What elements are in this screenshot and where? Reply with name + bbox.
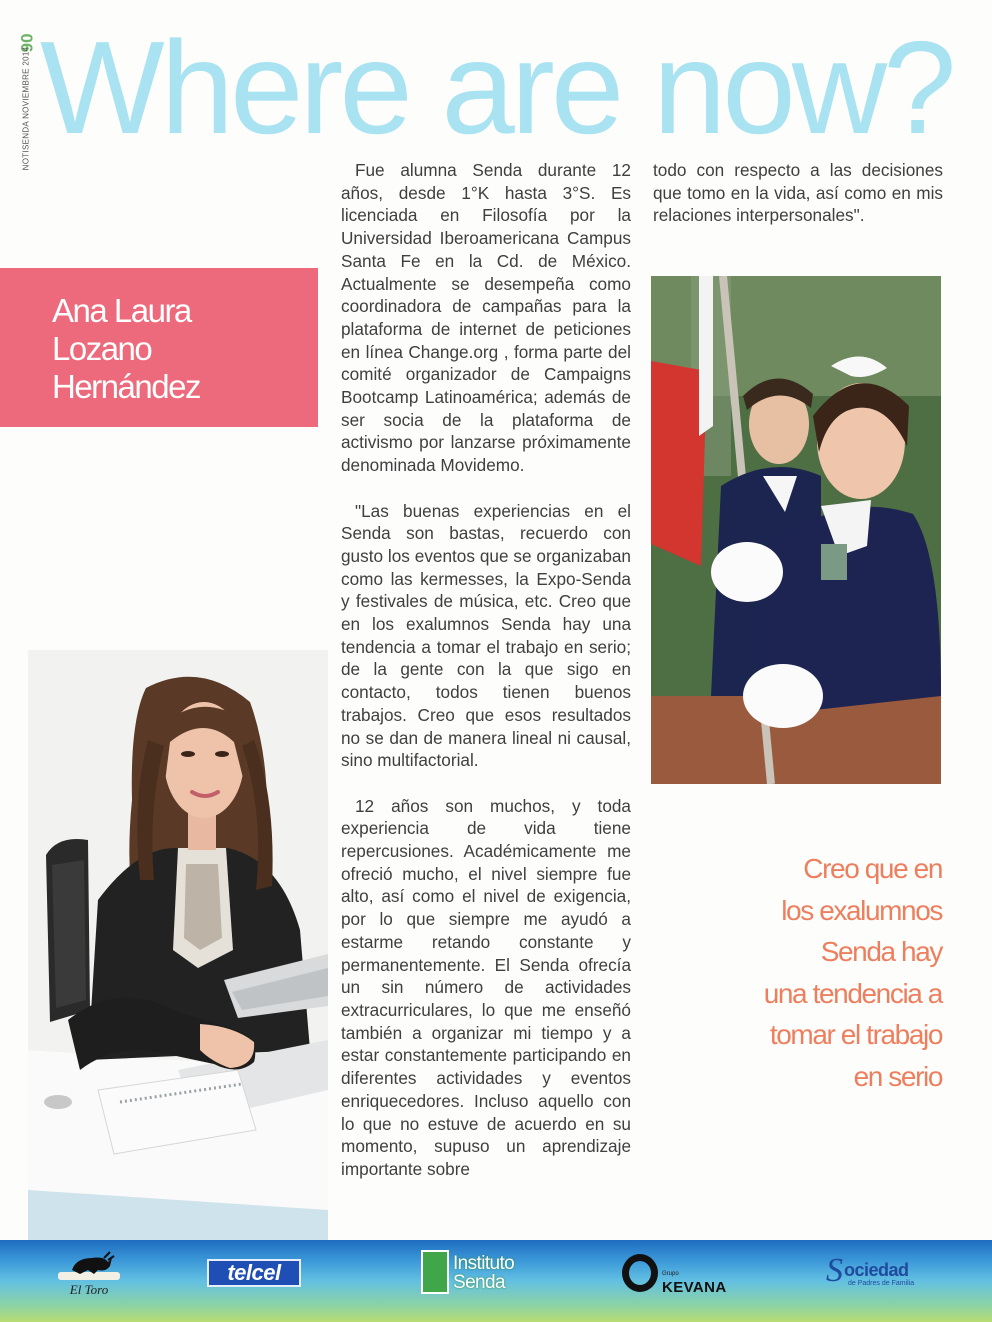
pull-quote-line: Creo que en [803,853,942,884]
page-number: 06 [17,33,36,53]
sociedad-text: ociedad [844,1260,909,1280]
article-paragraph-3: 12 años son muchos, y toda experiencia de vida tiene repercusiones. Académicamente me ofreció mucho, el nivel siempre fue alto, así como el nivel de exigencia, por lo que siempre me ayudó a estarme retando constante y permanentemente. El Senda ofrecía un sin número de actividades extracurriculares, lo que me enseñó también a organizar mi tiempo y a estar constantemente participando en diferentes actividades y eventos enriquecedores. Incluso aquello con lo que no estuve de acuerdo en su momento, supuso un aprendizaje importante sobre [341,795,631,1179]
article-column-2 [653,159,943,227]
article-column-1 [341,159,631,1229]
el-toro-text: El Toro [69,1282,109,1297]
sociedad-initial: S [826,1252,843,1289]
instituto-senda-logo [421,1250,513,1298]
sociedad-padres-logo [826,1252,926,1300]
grupo-kevana-logo [622,1252,726,1298]
article-paragraph-1: Fue alumna Senda durante 12 años, desde 1°K hasta 3°S. Es licenciada en Filosofía por la Universidad Iberoamericana Campus Santa Fe en la Cd. de México. Actualmente se desempeña como coordinadora de campañas para la plataforma de internet de peticiones en línea Change.org , forma parte del comité organizador de Campaigns Bootcamp Latinoamérica; además de ser socia de la plataforma de activismo por lanzarse próximamente denominada Movidemo. [341,160,631,476]
pull-quote-line: los exalumnos [781,894,942,926]
portrait-photo [28,650,328,1242]
issue-label: NOTISENDA NOVIEMBRE 2014 [21,46,31,171]
el-toro-logo [54,1248,124,1310]
senda-line2: Senda [453,1272,505,1293]
sponsor-footer [0,1240,992,1322]
sociedad-subtext: de Padres de Familia [848,1280,915,1287]
headline: Where are now? [40,14,953,161]
pull-quote-line: una tendencia a [763,977,942,1009]
pull-quote [700,848,942,1097]
page-meta [14,32,36,171]
school-flag-photo [651,276,941,784]
name-surname-2: Hernández [52,368,200,405]
telcel-logo: telcel [207,1259,301,1287]
pull-quote-line: en serio [853,1060,942,1092]
name-first: Ana Laura [52,292,191,329]
article-paragraph-continued: todo con respecto a las decisiones que tomo en la vida, así como en mis relaciones interpersonales". [653,160,943,226]
pull-quote-line: tomar el trabajo [769,1019,942,1050]
name-box [0,268,318,427]
kevana-ring-icon [622,1254,658,1292]
kevana-text: KEVANA [662,1279,727,1296]
article-paragraph-2: "Las buenas experiencias en el Senda son bastas, recuerdo con gusto los eventos que se organizaban como las kermesses, la Expo-Senda y festivales de música, etc. Creo que en los exalumnos Senda hay una tendencia a tomar el trabajo en serio; de la gente con la que sigo en contacto, todos tienen buenos trabajos. Creo que esos resultados no se dan de manera lineal ni causal, sino multifactorial. [341,500,631,771]
senda-mark-icon [421,1250,449,1294]
name-surname-1: Lozano [52,330,152,367]
kevana-grupo-text: Grupo [662,1271,679,1277]
bull-icon [54,1248,124,1282]
senda-line1: Instituto [453,1253,515,1274]
pull-quote-line: Senda hay [820,936,942,967]
